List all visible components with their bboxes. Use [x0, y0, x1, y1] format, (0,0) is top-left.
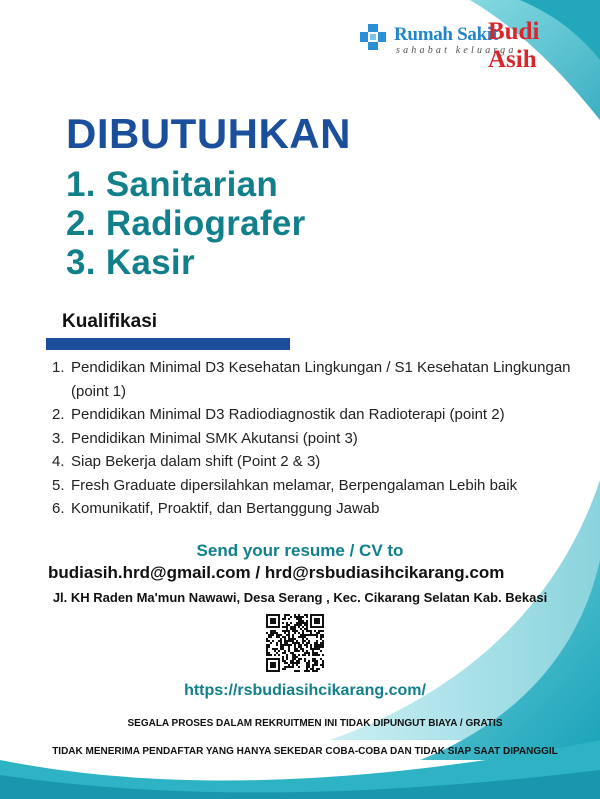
qualification-number: 1.: [52, 359, 65, 376]
qualifications-title: Kualifikasi: [62, 311, 158, 332]
qualification-item: [52, 403, 572, 427]
qualification-text: Fresh Graduate dipersilahkan melamar, Berpengalaman Lebih baik: [71, 476, 518, 494]
qualification-item: [52, 427, 572, 451]
qr-code[interactable]: [262, 610, 328, 676]
serious-applicants-note: TIDAK MENERIMA PENDAFTAR YANG HANYA SEKEDAR COBA-COBA DAN TIDAK SIAP SAAT DIPANGGIL: [52, 746, 558, 757]
qualifications-list: [52, 356, 572, 521]
qualification-text: Siap Bekerja dalam shift (Point 2 & 3): [71, 453, 321, 470]
qualification-number: 3.: [52, 429, 65, 447]
headline: DIBUTUHKAN: [66, 110, 351, 157]
qualification-number: 6.: [52, 500, 65, 517]
logo-name-part2: Budi Asih: [488, 18, 540, 73]
qualification-number: 2.: [52, 406, 65, 423]
free-recruitment-note: SEGALA PROSES DALAM REKRUITMEN INI TIDAK DIPUNGUT BIAYA / GRATIS: [127, 718, 503, 729]
medical-cross-icon: [358, 22, 388, 52]
qualification-item: [52, 450, 572, 474]
qualification-item: [52, 474, 572, 498]
qualification-text: Pendidikan Minimal D3 Kesehatan Lingkungan / S1 Kesehatan Lingkungan (point 1): [71, 359, 571, 400]
website-link[interactable]: https://rsbudiasihcikarang.com/: [184, 682, 426, 699]
positions-list: [66, 165, 306, 282]
qualification-text: Pendidikan Minimal D3 Radiodiagnostik dan Radioterapi (point 2): [71, 406, 505, 423]
logo-name-part1: Rumah Sakit: [394, 24, 498, 45]
qualification-number: 4.: [52, 453, 65, 470]
position-item: 2. Radiografer: [66, 204, 306, 243]
contact-address: Jl. KH Raden Ma'mun Nawawi, Desa Serang , Kec. Cikarang Selatan Kab. Bekasi: [52, 590, 548, 605]
qualification-number: 5.: [52, 476, 65, 494]
position-item: 1. Sanitarian: [66, 165, 279, 204]
qualification-text: Komunikatif, Proaktif, dan Bertanggung Jawab: [71, 500, 380, 517]
qualification-text: Pendidikan Minimal SMK Akutansi (point 3): [71, 429, 358, 447]
hospital-logo: [358, 18, 588, 73]
contact-emails[interactable]: budiasih.hrd@gmail.com / hrd@rsbudiasihcikarang.com: [48, 563, 505, 582]
send-resume-label: Send your resume / CV to: [196, 541, 404, 560]
position-item: 3. Kasir: [66, 243, 195, 282]
qualification-item: [52, 356, 572, 403]
logo-tagline: sahabat keluarga: [396, 45, 517, 56]
qualification-item: [52, 497, 572, 521]
qualifications-underline-bar: [46, 338, 290, 350]
